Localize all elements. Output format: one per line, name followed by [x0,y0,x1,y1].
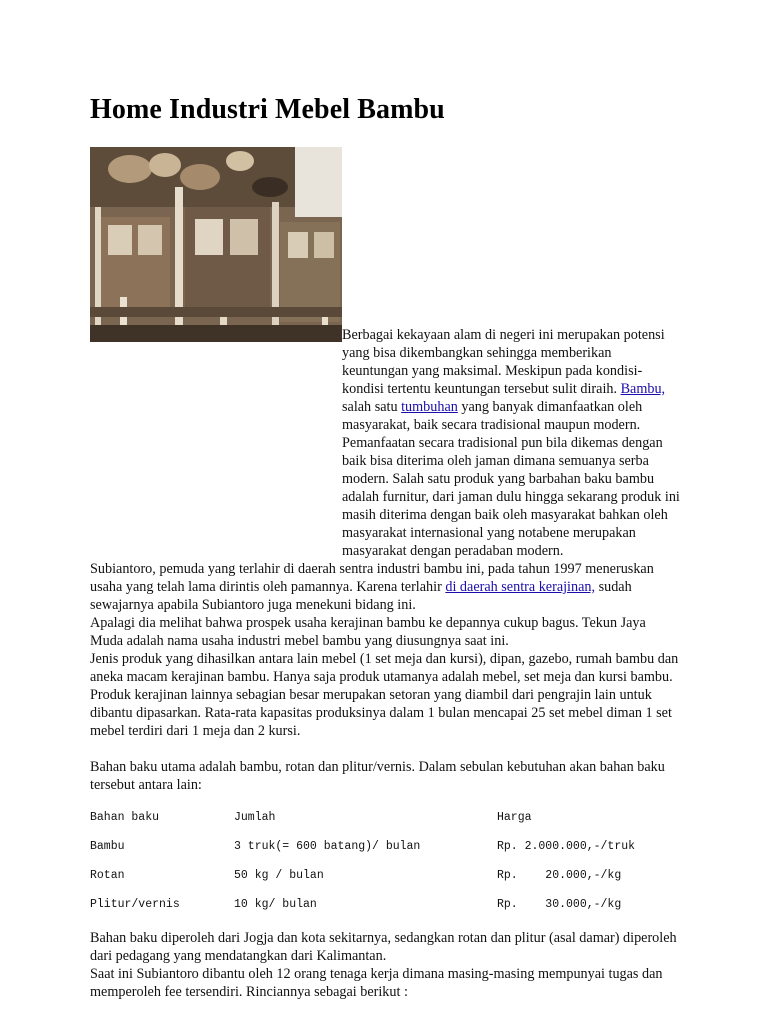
link-bambu[interactable]: Bambu, [620,381,666,397]
table-header-cell: Harga [497,810,532,824]
table-header-row [90,803,635,832]
table-cell: Rotan [90,868,125,882]
paragraph-8: Saat ini Subiantoro dibantu oleh 12 orang tenaga kerja dimana masing-masing mempunyai tugas dan memperoleh fee tersendiri. Rinciannya sebagai berikut : [90,966,663,1000]
table-cell: Plitur/vernis [90,897,180,911]
paragraph-2: Subiantoro, pemuda yang terlahir di daerah sentra industri bambu ini, pada tahun 1997 meneruskan usaha yang telah lama dirintis oleh pamannya. Karena terlahir di daerah sentra kerajinan, sudah sewajarnya apabila Subiantoro juga menekuni bidang ini. [90,561,654,613]
table-cell: 3 truk(= 600 batang)/ bulan [234,839,421,853]
raw-materials-table [90,803,635,919]
table-row [90,861,635,890]
bamboo-furniture-illustration [90,147,342,342]
paragraph-6: Bahan baku utama adalah bambu, rotan dan plitur/vernis. Dalam sebulan kebutuhan akan bahan baku tersebut antara lain: [90,759,665,793]
paragraph-1: Berbagai kekayaan alam di negeri ini merupakan potensi yang bisa dikembangkan sehingga memberikan keuntungan yang maksimal. Meskipun pada kondisi-kondisi tertentu keuntungan tersebut sulit diraih. Bambu, salah satu tumbuhan yang banyak dimanfaatkan oleh masyarakat, baik secara tradisional maupun modern. Pemanfaatan secara tradisional pun bila dikemas dengan baik bisa diterima oleh jaman dimana semuanya serba modern. Salah satu produk yang barbahan baku bambu adalah furnitur, dari jaman dulu hingga sekarang produk ini masih diterima dengan baik oleh masyarakat bahkan oleh masyarakat internasional yang notabene merupakan masyarakat dengan peradaban modern. [342,327,680,559]
table-cell: 50 kg / bulan [234,868,324,882]
table-row [90,832,635,861]
table-cell: Rp. 30.000,-/kg [497,897,622,911]
paragraph-3: Apalagi dia melihat bahwa prospek usaha kerajinan bambu ke depannya cukup bagus. Tekun Jaya Muda adalah nama usaha industri mebel bambu yang diusungnya saat ini. [90,615,646,649]
article-body [90,326,680,1001]
table-header-cell: Jumlah [234,810,276,824]
paragraph-4: Jenis produk yang dihasilkan antara lain mebel (1 set meja dan kursi), dipan, gazebo, rumah bambu dan aneka macam kerajinan bambu. Hanya saja produk utamanya adalah mebel, set meja dan kursi bambu. [90,651,679,685]
table-cell: Bambu [90,839,125,853]
table-header-cell: Bahan baku [90,810,160,824]
page-title: Home Industri Mebel Bambu [90,94,445,125]
paragraph-7: Bahan baku diperoleh dari Jogja dan kota sekitarnya, sedangkan rotan dan plitur (asal damar) diperoleh dari pedagang yang mendatangkan dari Kalimantan. [90,930,677,964]
paragraph-5: Produk kerajinan lainnya sebagian besar merupakan setoran yang diambil dari pengrajin lain untuk dibantu dipasarkan. Rata-rata kapasitas produksinya dalam 1 bulan mencapai 25 set mebel diman 1 set mebel terdiri dari 1 meja dan 2 kursi. [90,687,672,739]
link-daerah-sentra-kerajinan[interactable]: di daerah sentra kerajinan, [445,579,596,595]
table-cell: Rp. 2.000.000,-/truk [497,839,636,853]
bamboo-furniture-photo [90,147,342,342]
link-tumbuhan[interactable]: tumbuhan [401,399,458,415]
table-row [90,890,635,919]
table-cell: Rp. 20.000,-/kg [497,868,622,882]
table-cell: 10 kg/ bulan [234,897,317,911]
